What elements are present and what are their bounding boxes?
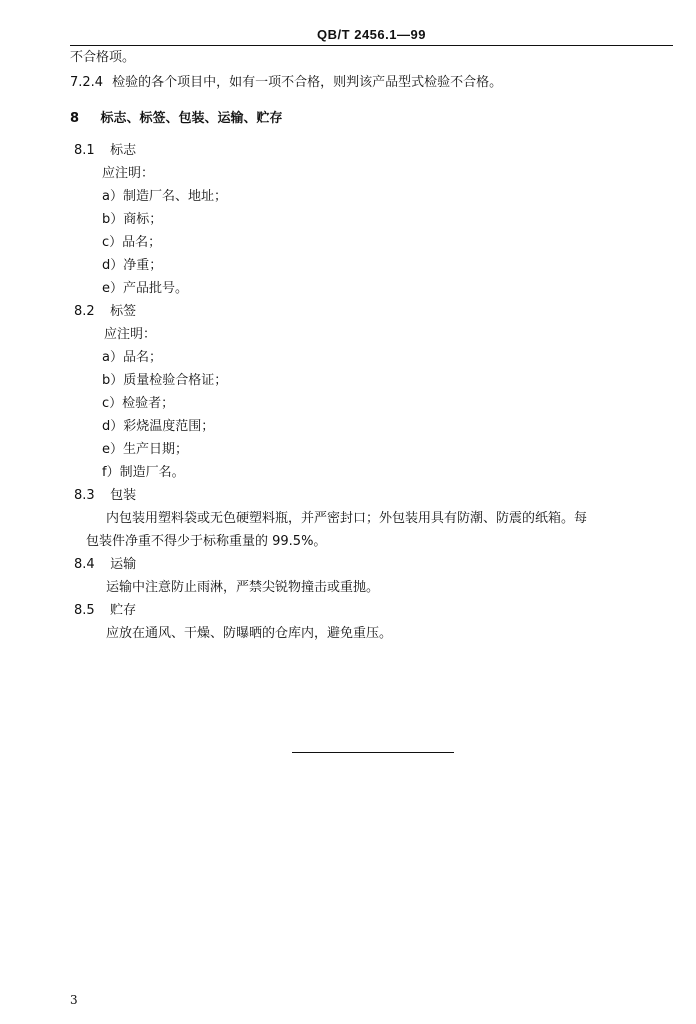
subsection-8-1-heading [74, 142, 136, 160]
subsection-number: 8.5 [74, 603, 95, 618]
list-item: b）商标； [102, 212, 163, 227]
storage-text: 应放在通风、干燥、防曝晒的仓库内，避免重压。 [106, 626, 393, 641]
subsection-title: 运输 [110, 557, 137, 572]
clause-7-2-4 [70, 74, 502, 92]
list-item: f）制造厂名。 [102, 465, 185, 480]
list-item: c）检验者； [102, 396, 175, 411]
standard-code-header: QB/T 2456.1—99 [70, 27, 673, 46]
section-title: 标志、标签、包装、运输、贮存 [100, 111, 283, 126]
subsection-8-4-heading [74, 556, 136, 574]
list-item: a）品名； [102, 350, 162, 365]
subsection-title: 贮存 [110, 603, 137, 618]
subsection-number: 8.4 [74, 557, 95, 572]
list-item: e）产品批号。 [102, 281, 188, 296]
subsection-number: 8.1 [74, 143, 95, 158]
clause-text: 检验的各个项目中，如有一项不合格，则判该产品型式检验不合格。 [112, 75, 503, 90]
subsection-8-2-heading [74, 303, 136, 321]
clause-number: 7.2.4 [70, 75, 104, 90]
packaging-text-line2: 包装件净重不得少于标称重量的 99.5%。 [86, 534, 327, 549]
subsection-number: 8.2 [74, 304, 95, 319]
subsection-title: 标签 [110, 304, 137, 319]
subsection-title: 标志 [110, 143, 137, 158]
list-item: d）彩烧温度范围； [102, 419, 215, 434]
subsection-title: 包装 [110, 488, 137, 503]
list-item: a）制造厂名、地址； [102, 189, 227, 204]
transport-text: 运输中注意防止雨淋，严禁尖锐物撞击或重抛。 [106, 580, 380, 595]
subsection-8-1-intro: 应注明： [102, 166, 155, 181]
section-number: 8 [70, 111, 80, 126]
list-item: b）质量检验合格证； [102, 373, 228, 388]
list-item: e）生产日期； [102, 442, 188, 457]
page-number: 3 [70, 993, 78, 1007]
continuation-text: 不合格项。 [70, 50, 136, 65]
list-item: c）品名； [102, 235, 162, 250]
packaging-text-line1: 内包装用塑料袋或无色硬塑料瓶，并严密封口；外包装用具有防潮、防震的纸箱。每 [106, 511, 588, 526]
list-item: d）净重； [102, 258, 163, 273]
subsection-8-5-heading [74, 602, 136, 620]
end-of-document-rule [292, 752, 454, 753]
subsection-8-2-intro: 应注明： [104, 327, 157, 342]
subsection-8-3-heading [74, 487, 136, 505]
section-8-heading [70, 110, 283, 128]
subsection-number: 8.3 [74, 488, 95, 503]
